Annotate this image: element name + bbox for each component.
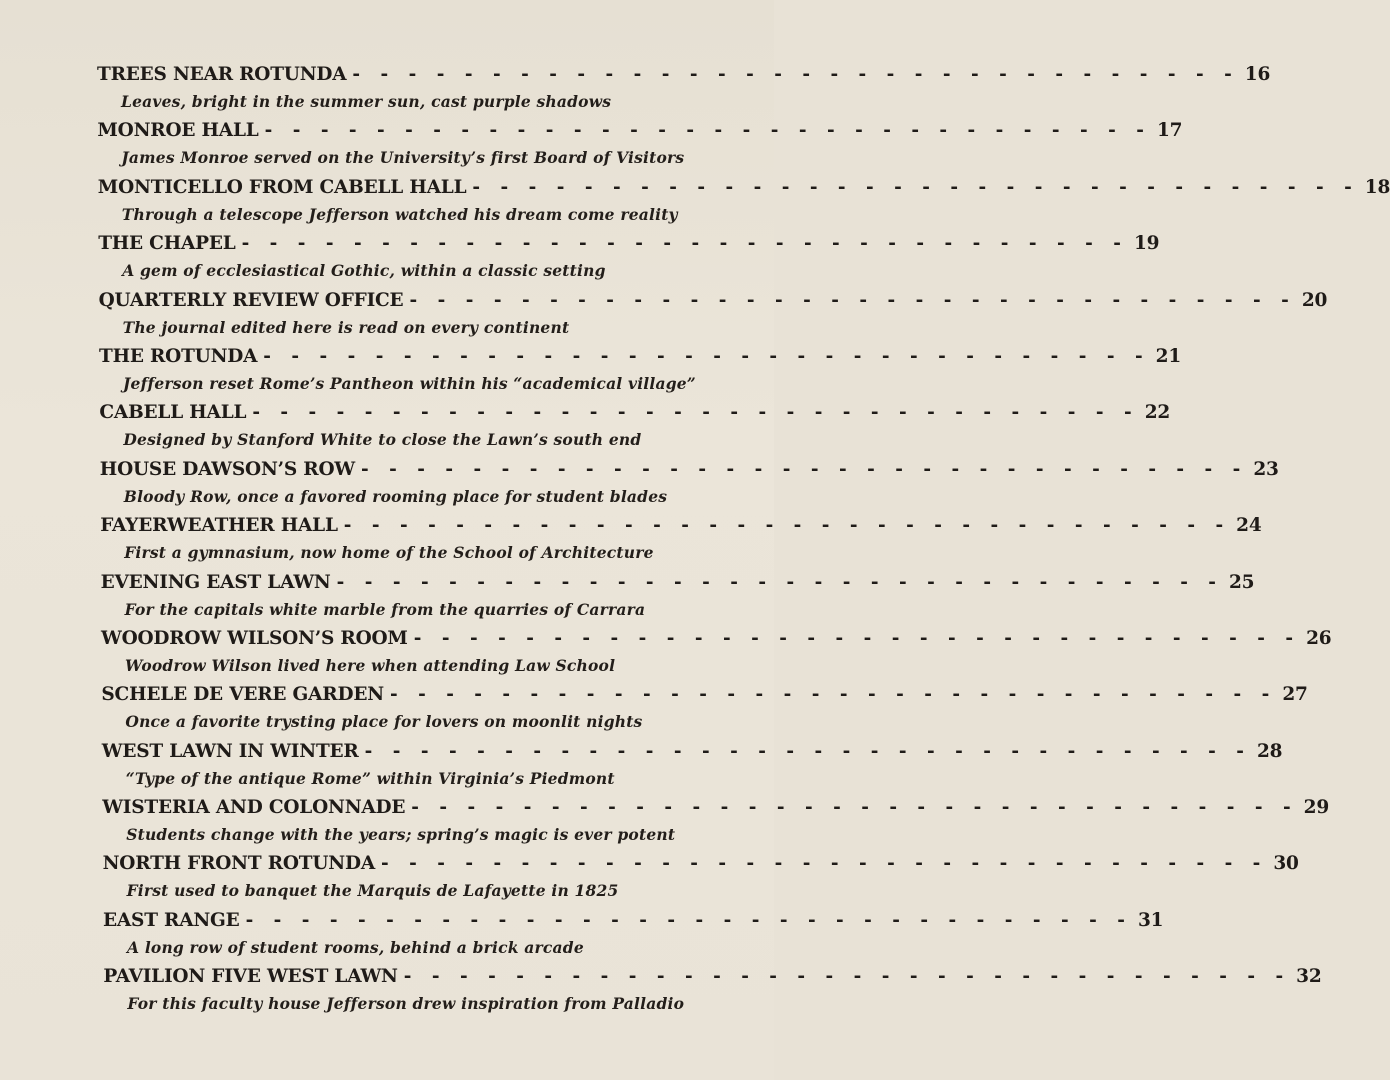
entry-page-number: 19 <box>1133 233 1160 255</box>
toc-entry <box>102 853 1299 909</box>
entry-page-number: 27 <box>1282 684 1308 706</box>
dot-leader: - - - - - - - - - - - - - - - - - - - - - - - - - - - - - - - - <box>343 515 1231 537</box>
entry-page-number: 26 <box>1306 627 1332 649</box>
dot-leader: - - - - - - - - - - - - - - - - - - - - - - - - - - - - - - - - <box>360 458 1248 480</box>
entry-caption: First used to banquet the Marquis de Lafayette in 1825 <box>126 881 619 901</box>
entry-caption: Designed by Stanford White to close the Lawn’s south end <box>123 430 642 450</box>
dot-leader: - - - - - - - - - - - - - - - - - - - - - - - - - - - - - - - - <box>381 853 1268 875</box>
toc-entry <box>98 233 1160 289</box>
toc-entry-line <box>99 345 1182 374</box>
entry-page-number: 25 <box>1229 571 1255 593</box>
entry-page-number: 21 <box>1155 345 1182 367</box>
dot-leader: - - - - - - - - - - - - - - - - - - - - - - - - - - - - - - - - <box>472 176 1359 198</box>
entry-caption: Woodrow Wilson lived here when attending Law School <box>125 655 616 675</box>
entry-page-number: 31 <box>1137 909 1164 931</box>
entry-caption: For this faculty house Jefferson drew inspiration from Palladio <box>127 994 685 1014</box>
entry-caption: Bloody Row, once a favored rooming place for student blades <box>123 486 668 506</box>
entry-page-number: 18 <box>1364 176 1390 198</box>
dot-leader: - - - - - - - - - - - - - - - - - - - - - - - - - - - - - - - - <box>252 402 1139 424</box>
entry-page-number: 22 <box>1144 402 1171 424</box>
toc-entry-line <box>100 571 1255 600</box>
toc-entry <box>97 176 1390 233</box>
entry-caption: Students change with the years; spring’s magic is ever potent <box>126 825 676 845</box>
entry-page-number: 30 <box>1273 853 1299 875</box>
dot-leader: - - - - - - - - - - - - - - - - - - - - - - - - - - - - - - - - <box>409 289 1296 311</box>
toc-entry <box>100 515 1262 571</box>
entry-caption: A gem of ecclesiastical Gothic, within a classic setting <box>122 261 606 281</box>
entry-title: WOODROW WILSON’S ROOM <box>101 627 408 649</box>
entry-title: PAVILION FIVE WEST LAWN <box>103 966 398 988</box>
toc-entry-line <box>99 402 1171 430</box>
toc-entry-line <box>101 627 1332 656</box>
dot-leader: - - - - - - - - - - - - - - - - - - - - - - - - - - - - - - - - <box>389 684 1277 706</box>
toc-entry-line <box>98 289 1328 318</box>
toc-entry <box>101 627 1332 684</box>
toc-entry-line <box>101 684 1308 712</box>
entry-title: THE ROTUNDA <box>99 345 258 367</box>
toc-entry-line <box>100 515 1262 543</box>
entry-caption: “Type of the antique Rome” within Virginia’s Piedmont <box>125 768 615 788</box>
entry-title: SCHELE DE VERE GARDEN <box>101 684 384 706</box>
entry-page-number: 20 <box>1301 289 1328 311</box>
toc-entry-line <box>97 64 1271 92</box>
entry-page-number: 23 <box>1253 458 1279 480</box>
toc-entry <box>101 684 1308 740</box>
entry-title: WISTERIA AND COLONNADE <box>102 797 406 819</box>
dot-leader: - - - - - - - - - - - - - - - - - - - - - - - - - - - - - - - - <box>403 966 1291 988</box>
toc-entry <box>97 64 1271 120</box>
entry-page-number: 28 <box>1256 740 1283 762</box>
toc-entry <box>99 458 1279 515</box>
entry-caption: Through a telescope Jefferson watched his dream come reality <box>121 204 678 224</box>
entry-caption: For the capitals white marble from the quarries of Carrara <box>124 599 646 619</box>
toc-entry <box>97 120 1183 176</box>
toc-entry <box>102 797 1330 853</box>
toc-entry <box>101 740 1283 797</box>
entry-title: QUARTERLY REVIEW OFFICE <box>98 289 404 311</box>
entry-title: TREES NEAR ROTUNDA <box>97 64 347 85</box>
entry-title: EAST RANGE <box>103 909 240 931</box>
entry-page-number: 29 <box>1303 797 1330 819</box>
entry-caption: Once a favorite trysting place for lovers on moonlit nights <box>125 712 643 732</box>
entry-title: CABELL HALL <box>99 402 247 424</box>
toc-entry-line <box>102 853 1299 881</box>
dot-leader: - - - - - - - - - - - - - - - - - - - - - - - - - - - - - - - - <box>264 120 1151 142</box>
toc-entry <box>103 966 1322 1022</box>
entry-title: HOUSE DAWSON’S ROW <box>99 458 355 480</box>
dot-leader: - - - - - - - - - - - - - - - - - - - - - - - - - - - - - - - - <box>245 909 1132 931</box>
toc-entry <box>100 571 1255 628</box>
toc-entry-line <box>98 233 1160 261</box>
toc-entry <box>99 345 1182 402</box>
dot-leader: - - - - - - - - - - - - - - - - - - - - - - - - - - - - - - - - <box>336 571 1223 593</box>
toc-entry-line <box>103 909 1164 938</box>
toc-entry-line <box>97 120 1183 148</box>
entry-page-number: 32 <box>1296 966 1322 988</box>
entry-title: THE CHAPEL <box>98 233 236 255</box>
table-of-contents <box>97 64 1390 1023</box>
toc-entry <box>98 289 1328 346</box>
entry-title: NORTH FRONT ROTUNDA <box>102 853 375 875</box>
entry-title: FAYERWEATHER HALL <box>100 515 338 537</box>
toc-entry-line <box>99 458 1279 487</box>
entry-caption: A long row of student rooms, behind a brick arcade <box>127 937 584 957</box>
dot-leader: - - - - - - - - - - - - - - - - - - - - - - - - - - - - - - - - <box>364 740 1251 762</box>
entry-caption: First a gymnasium, now home of the School of Architecture <box>124 543 654 563</box>
entry-title: WEST LAWN IN WINTER <box>101 740 359 762</box>
toc-entry-line <box>101 740 1283 769</box>
dot-leader: - - - - - - - - - - - - - - - - - - - - - - - - - - - - - - - - <box>413 627 1301 649</box>
entry-caption: Jefferson reset Rome’s Pantheon within his “academical village” <box>123 373 696 393</box>
entry-page-number: 24 <box>1236 515 1262 537</box>
toc-entry-line <box>102 797 1330 825</box>
entry-page-number: 16 <box>1244 64 1271 85</box>
entry-caption: The journal edited here is read on every continent <box>122 317 570 337</box>
entry-title: EVENING EAST LAWN <box>100 571 331 593</box>
dot-leader: - - - - - - - - - - - - - - - - - - - - - - - - - - - - - - - - <box>241 233 1128 255</box>
dot-leader: - - - - - - - - - - - - - - - - - - - - - - - - - - - - - - - - <box>352 64 1239 85</box>
entry-caption: James Monroe served on the University’s first Board of Visitors <box>121 148 685 168</box>
toc-entry-line <box>97 176 1390 205</box>
entry-caption: Leaves, bright in the summer sun, cast purple shadows <box>121 92 612 111</box>
entry-title: MONROE HALL <box>97 120 259 142</box>
entry-title: MONTICELLO FROM CABELL HALL <box>97 176 467 198</box>
toc-entry-line <box>103 966 1322 994</box>
entry-page-number: 17 <box>1156 120 1183 142</box>
toc-entry <box>103 909 1164 966</box>
dot-leader: - - - - - - - - - - - - - - - - - - - - - - - - - - - - - - - - <box>263 345 1150 367</box>
dot-leader: - - - - - - - - - - - - - - - - - - - - - - - - - - - - - - - - <box>411 797 1298 819</box>
toc-entry <box>99 402 1171 458</box>
